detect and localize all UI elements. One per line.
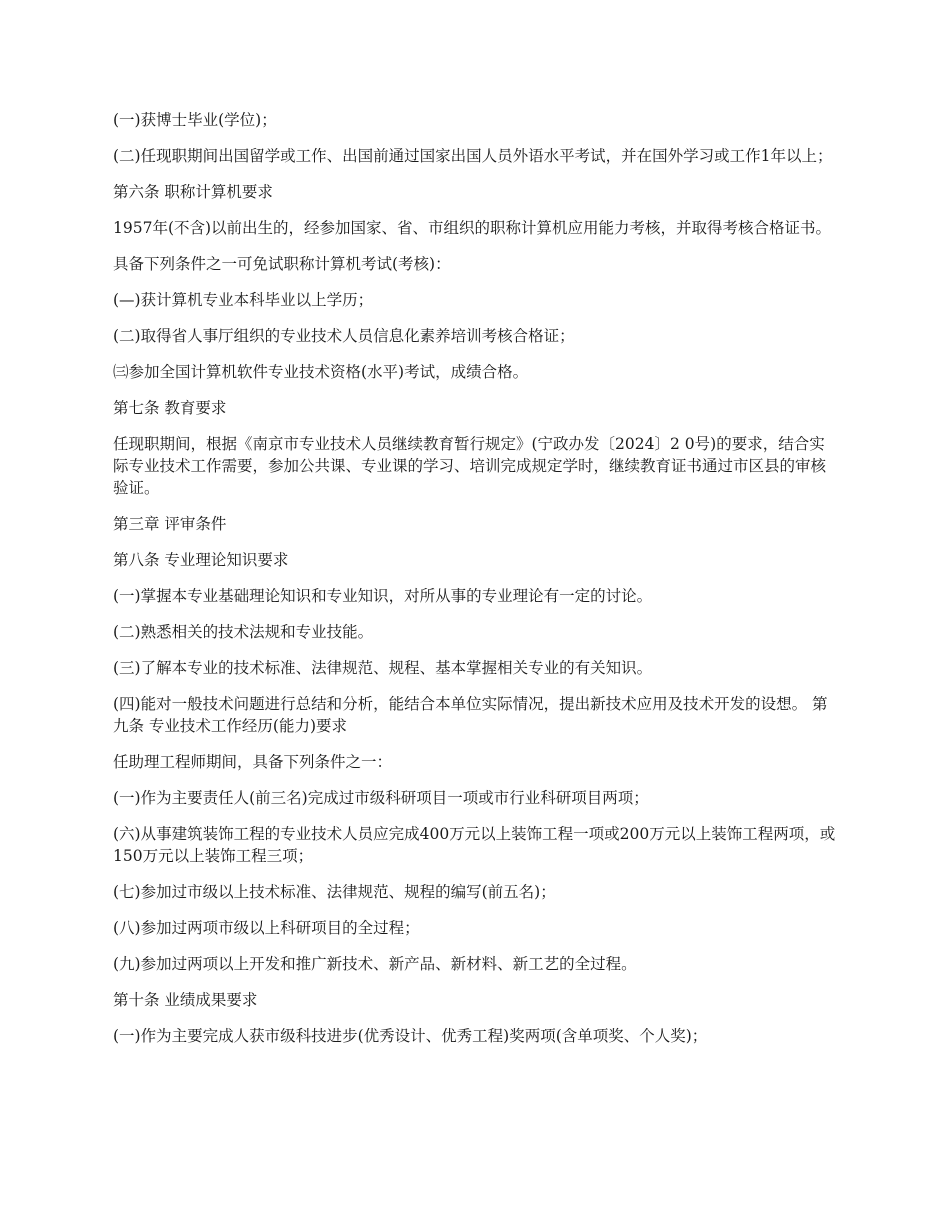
heading-chapter-3: 第三章 评审条件 [113, 515, 227, 533]
paragraph-experience-1: (一)作为主要责任人(前三名)完成过市级科研项目一项或市行业科研项目两项； [113, 789, 649, 807]
heading-article-6: 第六条 职称计算机要求 [113, 183, 273, 201]
paragraph-theory-2: (二)熟悉相关的技术法规和专业技能。 [113, 623, 374, 641]
heading-article-7: 第七条 教育要求 [113, 399, 227, 417]
paragraph-experience-8: (八)参加过两项市级以上科研项目的全过程； [113, 919, 420, 937]
document-page [113, 109, 839, 1061]
heading-article-10: 第十条 业绩成果要求 [113, 991, 258, 1009]
paragraph-continuing-education: 任现职期间，根据《南京市专业技术人员继续教育暂行规定》(宁政办发〔2024〕2 0号)的要求，结合实际专业技术工作需要，参加公共课、专业课的学习、培训完成规定学时，继续教育证书通过市区县的审核验证。 [113, 435, 827, 497]
paragraph-software-exam: ㈢参加全国计算机软件专业技术资格(水平)考试，成绩合格。 [113, 363, 529, 381]
heading-article-8: 第八条 专业理论知识要求 [113, 551, 289, 569]
paragraph-computer-degree: (—)获计算机专业本科毕业以上学历； [113, 291, 374, 309]
paragraph-theory-1: (一)掌握本专业基础理论知识和专业知识，对所从事的专业理论有一定的讨论。 [113, 587, 653, 605]
paragraph-born-before-1957: 1957年(不含)以前出生的，经参加国家、省、市组织的职称计算机应用能力考核，并取得考核合格证书。 [113, 219, 832, 237]
paragraph-doctorate: (一)获博士毕业(学位)； [113, 111, 277, 129]
paragraph-it-literacy-cert: (二)取得省人事厅组织的专业技术人员信息化素养培训考核合格证； [113, 327, 575, 345]
paragraph-assistant-engineer: 任助理工程师期间，具备下列条件之一： [113, 753, 393, 771]
paragraph-experience-7: (七)参加过市级以上技术标准、法律规范、规程的编写(前五名)； [113, 883, 556, 901]
paragraph-exemption-conditions: 具备下列条件之一可免试职称计算机考试(考核)： [113, 255, 451, 273]
paragraph-study-abroad: (二)任现职期间出国留学或工作、出国前通过国家出国人员外语水平考试，并在国外学习或工作1年以上； [113, 147, 833, 165]
paragraph-theory-3: (三)了解本专业的技术标准、法律规范、规程、基本掌握相关专业的有关知识。 [113, 659, 653, 677]
paragraph-theory-4-article-9: (四)能对一般技术问题进行总结和分析，能结合本单位实际情况，提出新技术应用及技术开发的设想。 第九条 专业技术工作经历(能力)要求 [113, 695, 828, 735]
paragraph-experience-9: (九)参加过两项以上开发和推广新技术、新产品、新材料、新工艺的全过程。 [113, 955, 637, 973]
paragraph-achievement-1: (一)作为主要完成人获市级科技进步(优秀设计、优秀工程)奖两项(含单项奖、个人奖)； [113, 1027, 708, 1045]
paragraph-experience-6: (六)从事建筑装饰工程的专业技术人员应完成400万元以上装饰工程一项或200万元以上装饰工程两项，或150万元以上装饰工程三项； [113, 825, 836, 865]
